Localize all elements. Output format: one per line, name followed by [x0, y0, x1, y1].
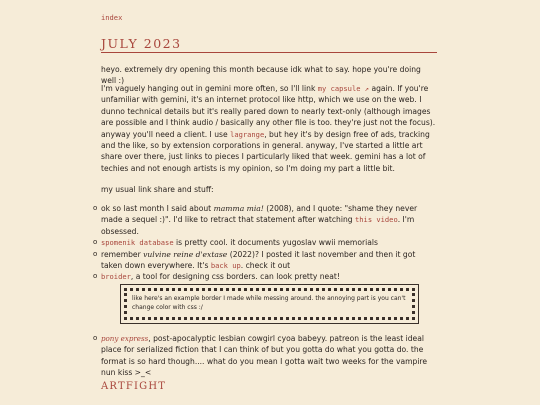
list-item [93, 333, 437, 379]
example-border-text: like here's an example border I made while messing around. the annoying part is you can't change color with css :/ [132, 295, 406, 311]
section-heading-artfight: ARTFIGHT [101, 381, 167, 392]
film-title: mamma mia! [213, 204, 264, 213]
list-text: ok so last month I said about [101, 204, 214, 213]
lagrange-link[interactable]: lagrange [230, 129, 265, 139]
list-text: remember [101, 249, 144, 259]
capsule-link[interactable]: my capsule ↗ [317, 84, 370, 93]
intro-paragraph: heyo. extremely dry opening this month because idk what to say. hope you're doing well :) [101, 65, 421, 86]
list-text: . I'm obsessed. [101, 215, 415, 236]
link-list-2 [93, 333, 437, 379]
list-text: , a tool for designing css borders. can look pretty neat! [130, 272, 340, 282]
list-text: (2022)? I posted it last november and then it got taken down everywhere. It's [101, 249, 416, 271]
list-text: , post-apocalyptic lesbian cowgirl cyoa babeyy. patreon is the least ideal place for serialized fiction that I can think of but you gotta do what you gotta do. the format is so hard though.... what do you mean I gotta wait two weeks for the vampire nun kiss >_< [101, 334, 428, 378]
list-text: . check it out [240, 261, 291, 271]
list-item [93, 203, 437, 237]
this-video-link[interactable]: this video [355, 215, 398, 225]
index-link[interactable]: index [101, 13, 123, 22]
list-item [93, 271, 437, 282]
gemini-text-3: , but hey it's by design free of ads, tracking and the like, so by extension corporations in general. anyway, I've started a little art share over there, just links to pieces I particularly liked that week. gemini has a lot of techies and not enough artists is my opinion, so I'm doing my part a little bit. [101, 129, 430, 173]
link-list [93, 203, 437, 283]
post-title: JULY 2023 [101, 38, 437, 53]
gemini-text-2: again. If you're unfamiliar with gemini, it's an internet protocol like http, which we use on the web. I dunno technical details but it's really pared down to nearly text-only (although images are possible and I think audio / basically any other file is too. they're just not the focus). anyway you'll need a client. I use [101, 84, 436, 139]
list-text: is pretty cool. it documents yugoslav wwii memorials [173, 238, 378, 248]
gemini-paragraph [101, 83, 437, 174]
list-item [93, 237, 437, 248]
gemini-text-1: I'm vaguely hanging out in gemini more often, so I'll link [101, 84, 318, 93]
links-intro: my usual link share and stuff: [101, 185, 214, 194]
film-title: vulvine reine d'extase [143, 249, 228, 259]
spomenik-database-link[interactable]: spomenik database [101, 238, 174, 248]
pony-express-link[interactable]: pony express [101, 334, 149, 343]
back-up-link[interactable]: back up [210, 261, 241, 271]
broider-link[interactable]: broider [101, 272, 131, 282]
list-text: (2008), and I quote: "shame they never made a sequel :)". I'd like to retract that statement after watching [101, 204, 418, 225]
list-item [93, 249, 437, 272]
example-border-box [120, 284, 419, 324]
